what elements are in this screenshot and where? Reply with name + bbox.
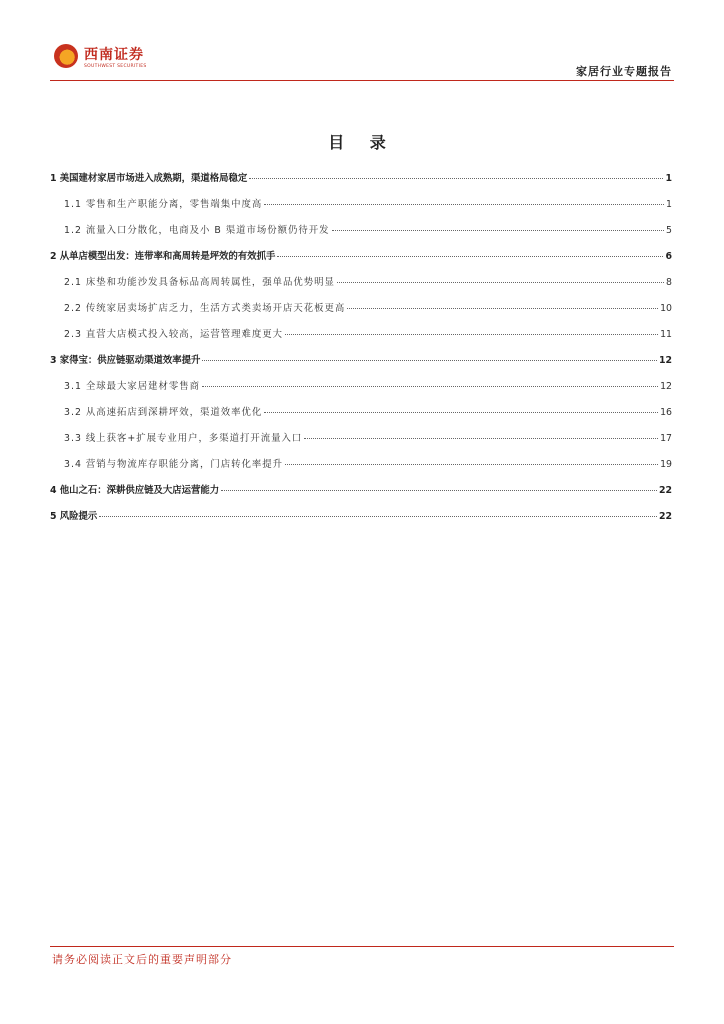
company-logo: [54, 42, 164, 76]
logo-name: 西南证券: [84, 47, 144, 63]
toc-leader: [332, 230, 664, 231]
toc-entry-page: 12: [658, 355, 672, 366]
toc-entry[interactable]: [50, 378, 672, 404]
toc-leader: [221, 490, 657, 491]
toc-entry-text: 2.3 直营大店模式投入较高，运营管理难度更大: [64, 329, 284, 340]
toc-entry[interactable]: [50, 482, 672, 508]
toc-entry-page: 19: [660, 459, 672, 470]
toc-leader: [99, 516, 657, 517]
toc-entry[interactable]: [50, 274, 672, 300]
toc-entry-page: 22: [658, 485, 672, 496]
toc-entry-text: 1.2 流量入口分散化，电商及小 B 渠道市场份额仍待开发: [64, 225, 330, 236]
toc-leader: [304, 438, 658, 439]
toc-entry-text: 2.1 床垫和功能沙发具备标品高周转属性，强单品优势明显: [64, 277, 335, 288]
toc-entry-text: 3.3 线上获客+扩展专业用户，多渠道打开流量入口: [64, 433, 303, 444]
toc-entry-text: 2.2 传统家居卖场扩店乏力，生活方式类卖场开店天花板更高: [64, 303, 346, 314]
toc-entry-page: 16: [660, 407, 672, 418]
toc-entry-text: 1.1 零售和生产职能分离，零售端集中度高: [64, 199, 263, 210]
toc-entry-page: 6: [665, 251, 672, 262]
toc-leader: [337, 282, 664, 283]
toc-entry-text: 5 风险提示: [50, 511, 98, 522]
toc-title: 目 录: [328, 133, 396, 152]
toc-entry-page: 17: [660, 433, 672, 444]
toc-entry-page: 1: [666, 199, 672, 210]
toc-entry-text: 2 从单店模型出发：连带率和高周转是坪效的有效抓手: [50, 251, 276, 262]
toc-leader: [264, 204, 664, 205]
logo-emblem-icon: [54, 44, 78, 68]
toc-leader: [264, 412, 658, 413]
toc-entry[interactable]: [50, 404, 672, 430]
toc-entry-text: 3 家得宝：供应链驱动渠道效率提升: [50, 355, 201, 366]
toc-entry[interactable]: [50, 456, 672, 482]
toc-leader: [249, 178, 663, 179]
toc-entry-text: 1 美国建材家居市场进入成熟期，渠道格局稳定: [50, 173, 248, 184]
toc-entry-text: 4 他山之石：深耕供应链及大店运营能力: [50, 485, 220, 496]
logo-english-name: SOUTHWEST SECURITIES: [84, 64, 147, 69]
toc-entry-text: 3.1 全球最大家居建材零售商: [64, 381, 201, 392]
toc-entry[interactable]: [50, 430, 672, 456]
toc-leader: [202, 386, 658, 387]
toc-leader: [285, 464, 658, 465]
toc-entry[interactable]: [50, 352, 672, 378]
toc-entry-page: 11: [660, 329, 672, 340]
toc-leader: [277, 256, 663, 257]
footer-divider: [50, 946, 674, 947]
toc-entry-text: 3.2 从高速拓店到深耕坪效，渠道效率优化: [64, 407, 263, 418]
toc-entry-page: 1: [665, 173, 672, 184]
toc-entry-page: 12: [660, 381, 672, 392]
report-type: 家居行业专题报告: [576, 65, 672, 78]
footer-notice: 请务必阅读正文后的重要声明部分: [52, 953, 232, 966]
toc-entry-page: 5: [666, 225, 672, 236]
toc-entry-text: 3.4 营销与物流库存职能分离，门店转化率提升: [64, 459, 284, 470]
toc-entry[interactable]: [50, 196, 672, 222]
toc-leader: [347, 308, 658, 309]
toc-entry[interactable]: [50, 508, 672, 534]
toc-entry[interactable]: [50, 222, 672, 248]
table-of-contents: [50, 170, 672, 534]
toc-entry[interactable]: [50, 170, 672, 196]
toc-entry[interactable]: [50, 248, 672, 274]
toc-leader: [285, 334, 658, 335]
header-divider: [50, 80, 674, 81]
toc-entry-page: 8: [666, 277, 672, 288]
toc-entry-page: 10: [660, 303, 672, 314]
toc-entry[interactable]: [50, 300, 672, 326]
toc-entry-page: 22: [658, 511, 672, 522]
toc-leader: [202, 360, 657, 361]
toc-entry[interactable]: [50, 326, 672, 352]
